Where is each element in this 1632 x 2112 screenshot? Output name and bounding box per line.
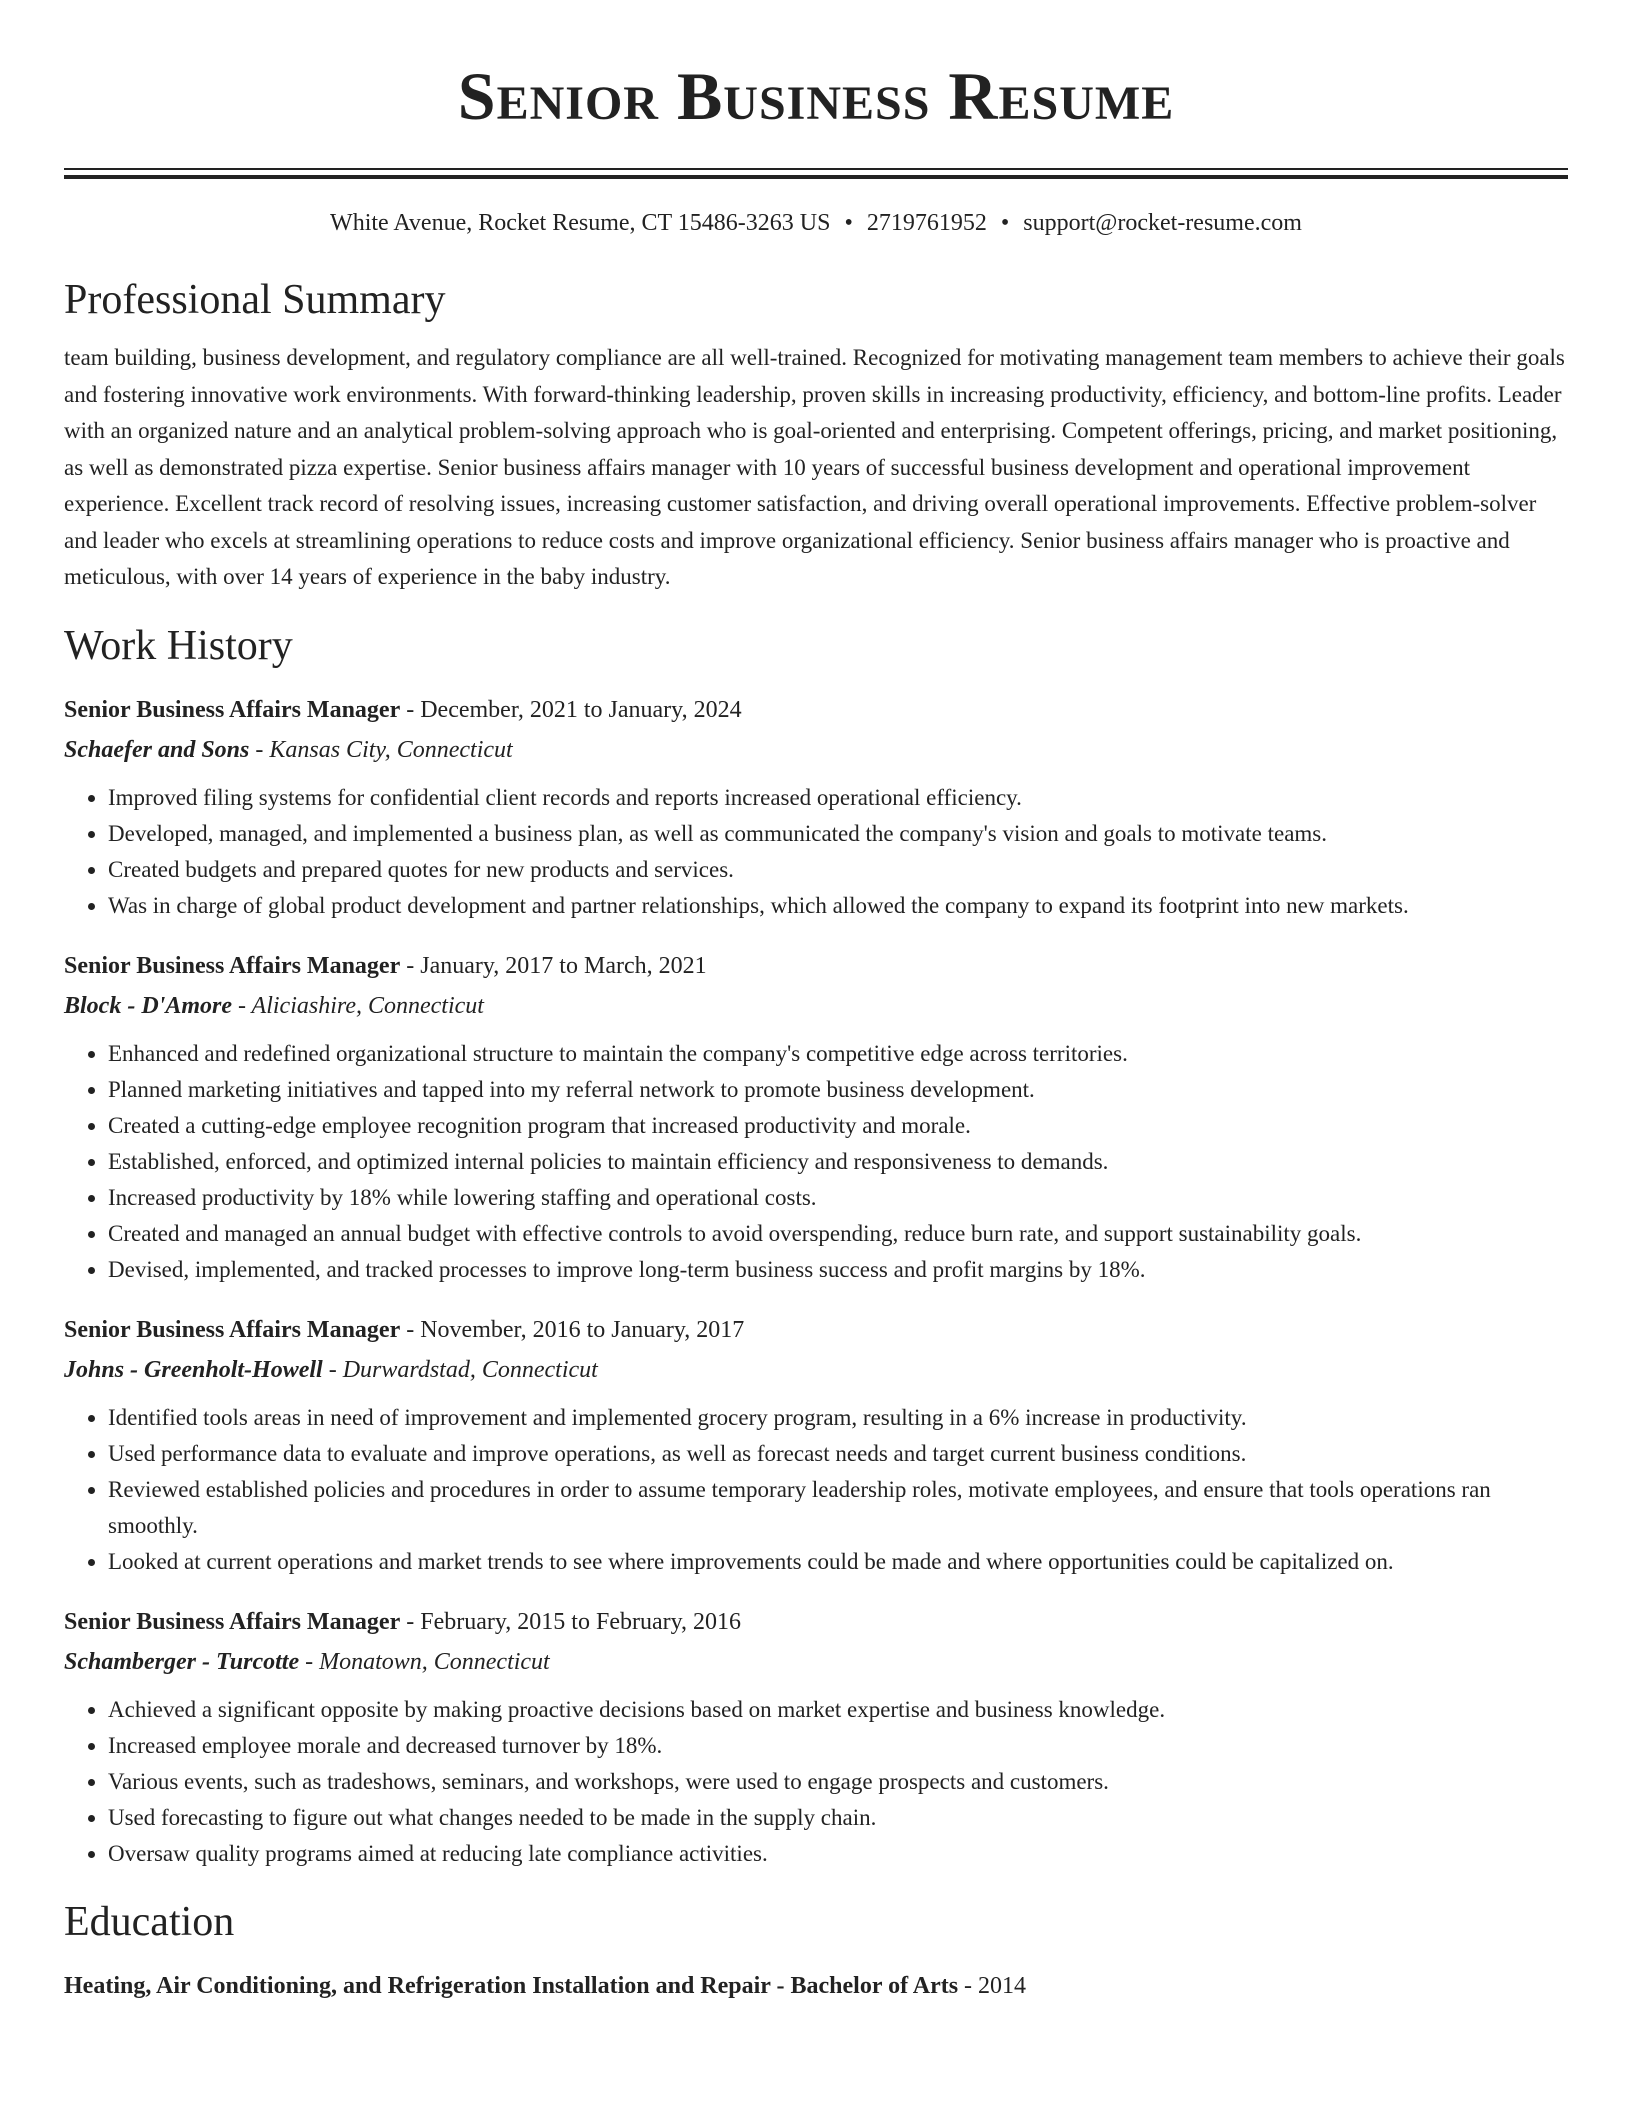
- duty-item: • Increased employee morale and decreased turnover by 18%.: [108, 1728, 1568, 1764]
- job-dates: - November, 2016 to January, 2017: [400, 1316, 745, 1343]
- contact-address: White Avenue, Rocket Resume, CT 15486-3263 US: [330, 210, 831, 236]
- duty-item: • Created a cutting-edge employee recognition program that increased productivity and morale.: [108, 1108, 1568, 1144]
- job-title: Senior Business Affairs Manager: [64, 952, 401, 979]
- divider-thick-line: [64, 175, 1568, 179]
- duty-item: • Created budgets and prepared quotes for new products and services.: [108, 852, 1568, 888]
- company-name: Schamberger - Turcotte: [64, 1648, 300, 1675]
- duty-item: • Developed, managed, and implemented a business plan, as well as communicated the company's vision and goals to motivate teams.: [108, 816, 1568, 852]
- duty-item: • Increased productivity by 18% while lowering staffing and operational costs.: [108, 1180, 1568, 1216]
- company-name: Johns - Greenholt-Howell: [64, 1356, 323, 1383]
- duty-item: • Used forecasting to figure out what changes needed to be made in the supply chain.: [108, 1800, 1568, 1836]
- job-dates: - January, 2017 to March, 2021: [400, 952, 707, 979]
- work-history-heading: Work History: [64, 622, 293, 669]
- divider-thin-line: [64, 168, 1568, 170]
- duties-list: [64, 1036, 1568, 1288]
- job-title-line: [64, 946, 1568, 986]
- job-title-line: [64, 690, 1568, 730]
- duty-item: • Established, enforced, and optimized internal policies to maintain efficiency and responsiveness to demands.: [108, 1144, 1568, 1180]
- duty-item: • Looked at current operations and market trends to see where improvements could be made and where opportunities could be capitalized on.: [108, 1544, 1568, 1580]
- contact-separator: •: [1000, 210, 1010, 236]
- job-entry: [64, 1602, 1568, 1872]
- duty-item: • Improved filing systems for confidential client records and reports increased operational efficiency.: [108, 780, 1568, 816]
- company-location: - Monatown, Connecticut: [299, 1648, 550, 1675]
- contact-phone: 2719761952: [866, 210, 987, 236]
- job-title-line: [64, 1310, 1568, 1350]
- contact-email: support@rocket-resume.com: [1023, 210, 1302, 236]
- duty-item: • Identified tools areas in need of improvement and implemented grocery program, resulting in a 6% increase in productivity.: [108, 1400, 1568, 1436]
- duty-item: • Various events, such as tradeshows, seminars, and workshops, were used to engage prospects and customers.: [108, 1764, 1568, 1800]
- education-year: - 2014: [958, 1972, 1027, 1999]
- duties-list: [64, 1400, 1568, 1580]
- company-line: [64, 986, 1568, 1026]
- company-location: - Kansas City, Connecticut: [249, 736, 513, 763]
- summary-heading: Professional Summary: [64, 277, 446, 323]
- job-title: Senior Business Affairs Manager: [64, 1608, 401, 1635]
- company-line: [64, 1350, 1568, 1390]
- job-title: Senior Business Affairs Manager: [64, 1316, 401, 1343]
- education-degree: Heating, Air Conditioning, and Refrigeration Installation and Repair - Bachelor of Arts: [64, 1972, 959, 1999]
- job-title: Senior Business Affairs Manager: [64, 696, 401, 723]
- title-divider: [64, 168, 1568, 178]
- education-entry: [64, 1966, 1568, 2006]
- summary-text: team building, business development, and regulatory compliance are all well-trained. Recognized for motivating management team members to achieve their goals and fostering innovative work environments. With forward-thinking leadership, proven skills in increasing productivity, efficiency, and bottom-line profits. Leader with an organized nature and an analytical problem-solving approach who is goal-oriented and enterprising. Competent offerings, pricing, and market positioning, as well as demonstrated pizza expertise. Senior business affairs manager with 10 years of successful business development and operational improvement experience. Excellent track record of resolving issues, increasing customer satisfaction, and driving overall operational improvements. Effective problem-solver and leader who excels at streamlining operations to reduce costs and improve organizational efficiency. Senior business affairs manager who is proactive and meticulous, with over 14 years of experience in the baby industry.: [64, 345, 1565, 589]
- duty-item: • Was in charge of global product development and partner relationships, which allowed the company to expand its footprint into new markets.: [108, 888, 1568, 924]
- company-line: [64, 1642, 1568, 1682]
- duty-item: • Created and managed an annual budget with effective controls to avoid overspending, reduce burn rate, and support sustainability goals.: [108, 1216, 1568, 1252]
- duty-item: • Used performance data to evaluate and improve operations, as well as forecast needs and target current business conditions.: [108, 1436, 1568, 1472]
- job-title-line: [64, 1602, 1568, 1642]
- duty-item: • Reviewed established policies and procedures in order to assume temporary leadership roles, motivate employees, and ensure that tools operations ran smoothly.: [108, 1472, 1568, 1544]
- contact-separator: •: [844, 210, 853, 236]
- duty-item: • Devised, implemented, and tracked processes to improve long-term business success and profit margins by 18%.: [108, 1252, 1568, 1288]
- contact-line: [64, 208, 1568, 238]
- company-name: Schaefer and Sons: [64, 736, 250, 763]
- duty-item: • Oversaw quality programs aimed at reducing late compliance activities.: [108, 1836, 1568, 1872]
- resume-title: Senior Business Resume: [457, 58, 1175, 134]
- company-location: - Durwardstad, Connecticut: [322, 1356, 598, 1383]
- duty-item: • Planned marketing initiatives and tapped into my referral network to promote business development.: [108, 1072, 1568, 1108]
- company-line: [64, 730, 1568, 770]
- education-heading: Education: [64, 1898, 235, 1945]
- duty-item: • Enhanced and redefined organizational structure to maintain the company's competitive edge across territories.: [108, 1036, 1568, 1072]
- job-dates: - December, 2021 to January, 2024: [400, 696, 742, 723]
- job-entry: [64, 946, 1568, 1288]
- job-entry: [64, 690, 1568, 924]
- company-location: - Aliciashire, Connecticut: [232, 992, 484, 1019]
- duties-list: [64, 780, 1568, 924]
- duties-list: [64, 1692, 1568, 1872]
- job-dates: - February, 2015 to February, 2016: [400, 1608, 742, 1635]
- company-name: Block - D'Amore: [64, 992, 232, 1019]
- duty-item: • Achieved a significant opposite by making proactive decisions based on market expertise and business knowledge.: [108, 1692, 1568, 1728]
- job-entry: [64, 1310, 1568, 1580]
